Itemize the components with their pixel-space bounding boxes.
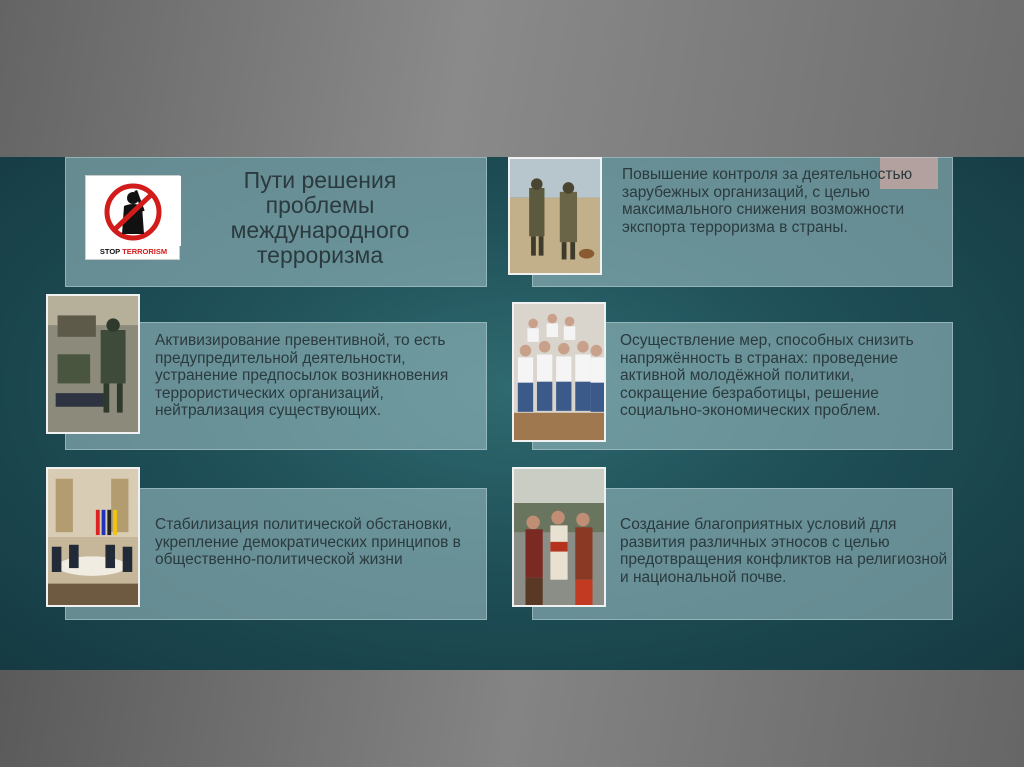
stop-terrorism-logo (85, 175, 180, 260)
bottom-band (0, 670, 1024, 767)
item-text-1: Повышение контроля за деятельностью зарубежных организаций, с целью максимального снижения возможности экспорта терроризма в страны. (622, 166, 913, 236)
photo-youth-group (512, 302, 606, 442)
item-text-2: Активизирование превентивной, то есть предупредительной деятельности, устранение предпосылок возникновения террористических организаций, нейтрализация существующих. (155, 332, 449, 419)
stop-terrorism-label (90, 247, 177, 256)
top-band (0, 0, 1024, 157)
photo-soldiers-beach (508, 157, 602, 275)
slide-title: Пути решения проблемы международного терроризма (230, 167, 410, 268)
stop-terrorism-icon (86, 176, 181, 246)
stop-word: STOP (99, 247, 121, 256)
terrorism-word: TERRORISM (122, 247, 168, 256)
item-text-5: Создание благоприятных условий для развития различных этносов с целью предотвращения конфликтов на религиозной и национальной почве. (620, 516, 948, 586)
item-text-3: Осуществление мер, способных снизить напряжённость в странах: проведение активной молодёжной политики, сокращение безработицы, решение социально-экономических проблем. (620, 332, 914, 419)
photo-political-meeting (46, 467, 140, 607)
item-text-4: Стабилизация политической обстановки, укрепление демократических принципов в общественно-политической жизни (155, 516, 461, 568)
photo-police-operation (46, 294, 140, 434)
photo-ethnic-group (512, 467, 606, 607)
